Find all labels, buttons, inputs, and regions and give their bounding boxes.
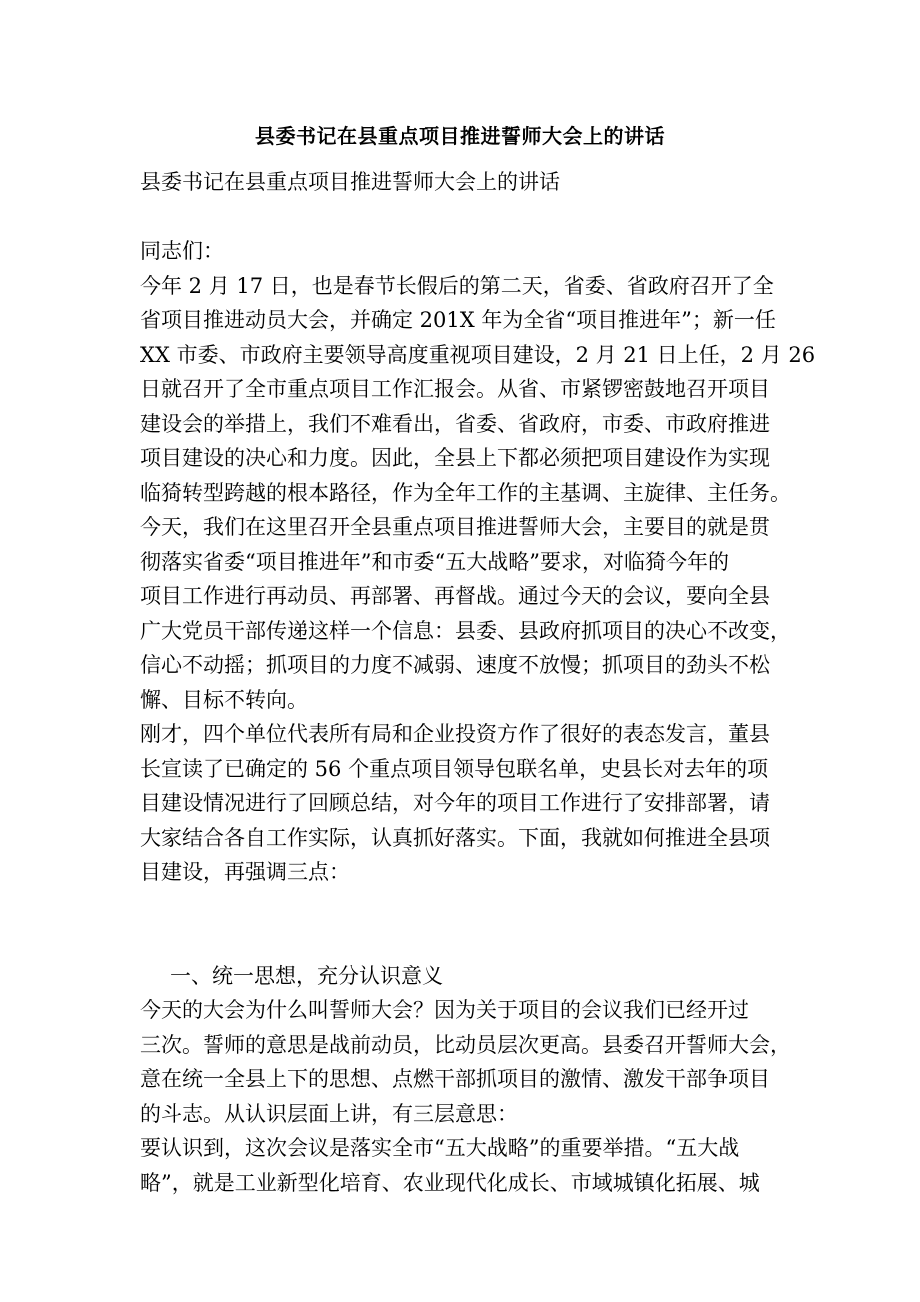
paragraph-3: [140, 993, 791, 1131]
text-line: 意在统一全县上下的思想、点燃干部抓项目的激情、激发干部争项目: [140, 1067, 770, 1091]
paragraph-4: [140, 1131, 780, 1200]
blank-line: [140, 890, 780, 925]
text-line: 临猗转型跨越的根本路径，作为全年工作的主基调、主旋律、主任务。: [140, 480, 791, 505]
text-line: 今天，我们在这里召开全县重点项目推进誓师大会，主要目的就是贯: [140, 515, 770, 539]
text-line: 建设会的举措上，我们不难看出，省委、省政府，市委、市政府推进: [140, 411, 770, 436]
text-line: 项目建设的决心和力度。因此，全县上下都必须把项目建设作为实现: [140, 446, 770, 470]
text-line: 省项目推进动员大会，并确定 201X 年为全省“项目推进年”；新一任: [140, 308, 776, 332]
text-line: 刚才，四个单位代表所有局和企业投资方作了很好的表态发言，董县: [140, 722, 770, 746]
section-heading-1: 一、统一思想，充分认识意义: [170, 963, 443, 988]
document-title: 县委书记在县重点项目推进誓师大会上的讲话: [255, 124, 665, 148]
text-line: 目建设，再强调三点：: [140, 860, 350, 884]
blank-line: [140, 200, 780, 235]
blank-line: [140, 924, 780, 959]
text-line: 三次。誓师的意思是战前动员，比动员层次更高。县委召开誓师大会，: [140, 1032, 791, 1057]
text-line: 要认识到，这次会议是落实全市“五大战略”的重要举措。“五大战: [140, 1136, 740, 1160]
text-line: 信心不动摇；抓项目的力度不减弱、速度不放慢；抓项目的劲头不松: [140, 653, 770, 677]
document-subtitle: 县委书记在县重点项目推进誓师大会上的讲话: [140, 170, 560, 194]
salutation: 同志们：: [140, 239, 224, 263]
paragraph-2: [140, 717, 780, 890]
text-line: 长宣读了已确定的 56 个重点项目领导包联名单，史县长对去年的项: [140, 756, 769, 781]
text-line: 彻落实省委“项目推进年”和市委“五大战略”要求，对临猗今年的: [140, 549, 729, 574]
document-body: [140, 165, 816, 1200]
text-line: 今天的大会为什么叫誓师大会？因为关于项目的会议我们已经开过: [140, 998, 749, 1022]
text-line: 广大党员干部传递这样一个信息：县委、县政府抓项目的决心不改变，: [140, 618, 791, 643]
text-line: 项目工作进行再动员、再部署、再督战。通过今天的会议，要向全县: [140, 584, 770, 608]
text-line: 略”，就是工业新型化培育、农业现代化成长、市域城镇化拓展、城: [140, 1170, 760, 1195]
paragraph-1: [140, 269, 816, 718]
text-line: 目建设情况进行了回顾总结，对今年的项目工作进行了安排部署，请: [140, 791, 770, 815]
text-line: 的斗志。从认识层面上讲，有三层意思：: [140, 1101, 518, 1126]
text-line: XX 市委、市政府主要领导高度重视项目建设，2 月 21 日上任，2 月 26: [140, 342, 816, 367]
text-line: 今年 2 月 17 日，也是春节长假后的第二天，省委、省政府召开了全: [140, 273, 774, 298]
text-line: 日就召开了全市重点项目工作汇报会。从省、市紧锣密鼓地召开项目: [140, 377, 770, 401]
text-line: 大家结合各自工作实际，认真抓好落实。下面，我就如何推进全县项: [140, 825, 770, 850]
text-line: 懈、目标不转向。: [140, 687, 308, 712]
